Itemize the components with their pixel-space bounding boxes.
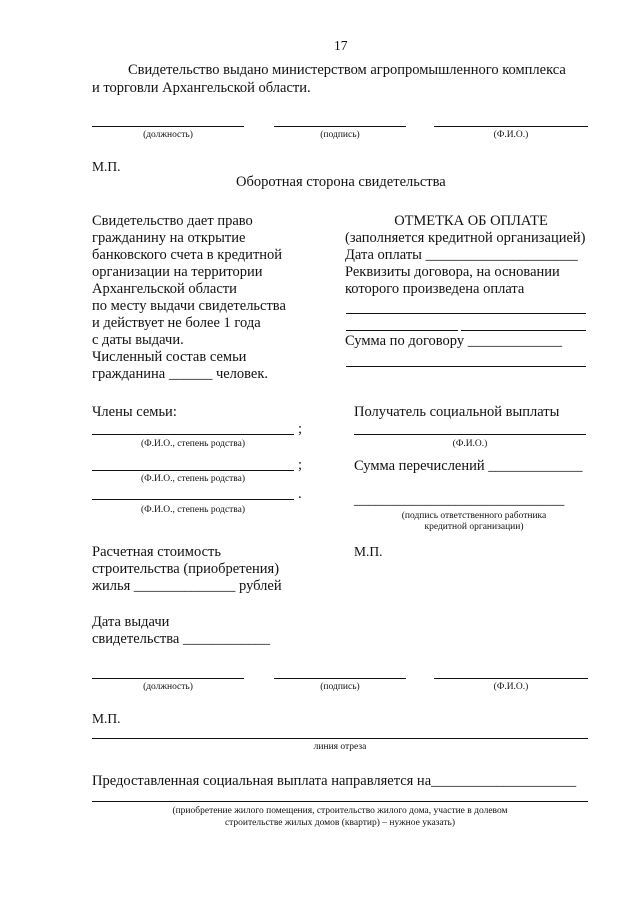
family-member-3-caption: (Ф.И.О., степень родства) <box>140 505 246 515</box>
amount-row <box>345 333 562 350</box>
position-line <box>92 126 244 127</box>
fio-caption-2: (Ф.И.О.) <box>493 682 529 692</box>
amount-label: Сумма по договору <box>345 333 465 349</box>
fio-line <box>434 126 588 127</box>
back-side-title: Оборотная сторона свидетельства <box>236 174 446 190</box>
issue-date-prefix: свидетельства <box>92 631 180 647</box>
stamp-label-3: М.П. <box>92 711 121 726</box>
family-member-3-sep: . <box>298 486 302 502</box>
transfer-label: Сумма перечислений <box>354 458 485 474</box>
bank-signature-field[interactable]: _____________________________ <box>354 492 565 508</box>
left-line: по месту выдачи свидетельства <box>92 298 286 314</box>
payment-date-row <box>345 247 578 264</box>
stamp-label-2: М.П. <box>354 544 383 559</box>
cost-line-2: строительства (приобретения) <box>92 561 280 577</box>
issue-date-line-2 <box>92 631 270 648</box>
left-line: Численный состав семьи <box>92 349 247 365</box>
footnote-line-2: строительстве жилых домов (квартир) – нужное указать) <box>224 818 456 828</box>
family-member-2-sep: ; <box>298 457 303 473</box>
bank-signature-caption-2: кредитной организации) <box>424 522 524 532</box>
signature-caption-2: (подпись) <box>320 682 360 692</box>
recipient-title: Получатель социальной выплаты <box>354 404 560 420</box>
signature-caption: (подпись) <box>320 130 360 140</box>
family-member-1-sep: ; <box>298 421 303 437</box>
contract-field-2a[interactable] <box>346 330 458 331</box>
bank-signature-caption-1: (подпись ответственного работника <box>401 511 547 521</box>
intro-line-1: Свидетельство выдано министерством агропромышленного комплекса <box>128 62 566 78</box>
family-member-3-field[interactable] <box>92 499 294 500</box>
cost-suffix: рублей <box>239 578 282 594</box>
family-size-blank[interactable]: ______ <box>168 366 213 382</box>
direction-field[interactable]: ____________________ <box>431 773 577 789</box>
left-text-block <box>92 213 286 383</box>
cost-prefix: жилья <box>92 578 131 594</box>
fio-caption: (Ф.И.О.) <box>493 130 529 140</box>
cost-line-1: Расчетная стоимость <box>92 544 221 560</box>
left-line: Свидетельство дает право <box>92 213 253 229</box>
recipient-field[interactable] <box>354 434 586 435</box>
family-title: Члены семьи: <box>92 404 177 420</box>
family-member-1-caption: (Ф.И.О., степень родства) <box>140 439 246 449</box>
contract-field-1[interactable] <box>346 313 586 314</box>
contract-line-2: которого произведена оплата <box>345 281 525 297</box>
signature-line <box>274 126 406 127</box>
transfer-row <box>354 458 583 475</box>
position-caption: (должность) <box>143 130 193 140</box>
direction-text: Предоставленная социальная выплата направляется на <box>92 773 432 789</box>
amount-field-2[interactable] <box>346 366 586 367</box>
cut-line <box>92 738 588 739</box>
amount-field[interactable]: _____________ <box>467 333 562 349</box>
left-line: Архангельской области <box>92 281 237 297</box>
position-line-2 <box>92 678 244 679</box>
payment-date-label: Дата оплаты <box>345 247 422 263</box>
family-size-suffix: человек. <box>215 366 269 382</box>
payment-subtitle: (заполняется кредитной организацией) <box>345 230 586 246</box>
cost-field[interactable]: ______________ <box>133 578 236 594</box>
contract-field-2b[interactable] <box>461 330 586 331</box>
family-member-2-field[interactable] <box>92 470 294 471</box>
fio-line-2 <box>434 678 588 679</box>
family-member-1-field[interactable] <box>92 434 294 435</box>
left-line: и действует не более 1 года <box>92 315 261 331</box>
left-line: банковского счета в кредитной <box>92 247 283 263</box>
intro-line-2: и торговли Архангельской области. <box>92 80 311 96</box>
family-member-2-caption: (Ф.И.О., степень родства) <box>140 474 246 484</box>
transfer-field[interactable]: _____________ <box>488 458 583 474</box>
payment-title: ОТМЕТКА ОБ ОПЛАТЕ <box>394 213 548 229</box>
cost-line-3 <box>92 578 282 595</box>
stamp-label: М.П. <box>92 159 121 174</box>
family-size-prefix: гражданина <box>92 366 166 382</box>
direction-field-2[interactable] <box>92 801 588 802</box>
position-caption-2: (должность) <box>143 682 193 692</box>
page-number: 17 <box>334 38 348 53</box>
issue-date-line-1: Дата выдачи <box>92 614 170 630</box>
family-size-line <box>92 366 286 383</box>
issue-date-field[interactable]: ____________ <box>182 631 270 647</box>
left-line: организации на территории <box>92 264 263 280</box>
footnote-line-1: (приобретение жилого помещения, строительство жилого дома, участие в долевом <box>172 806 508 816</box>
payment-date-field[interactable]: _____________________ <box>425 247 578 263</box>
cut-line-caption: линия отреза <box>313 742 367 752</box>
contract-line-1: Реквизиты договора, на основании <box>345 264 560 280</box>
recipient-caption: (Ф.И.О.) <box>452 439 488 449</box>
signature-line-2 <box>274 678 406 679</box>
left-line: гражданину на открытие <box>92 230 246 246</box>
left-line: с даты выдачи. <box>92 332 184 348</box>
direction-row <box>92 773 576 790</box>
